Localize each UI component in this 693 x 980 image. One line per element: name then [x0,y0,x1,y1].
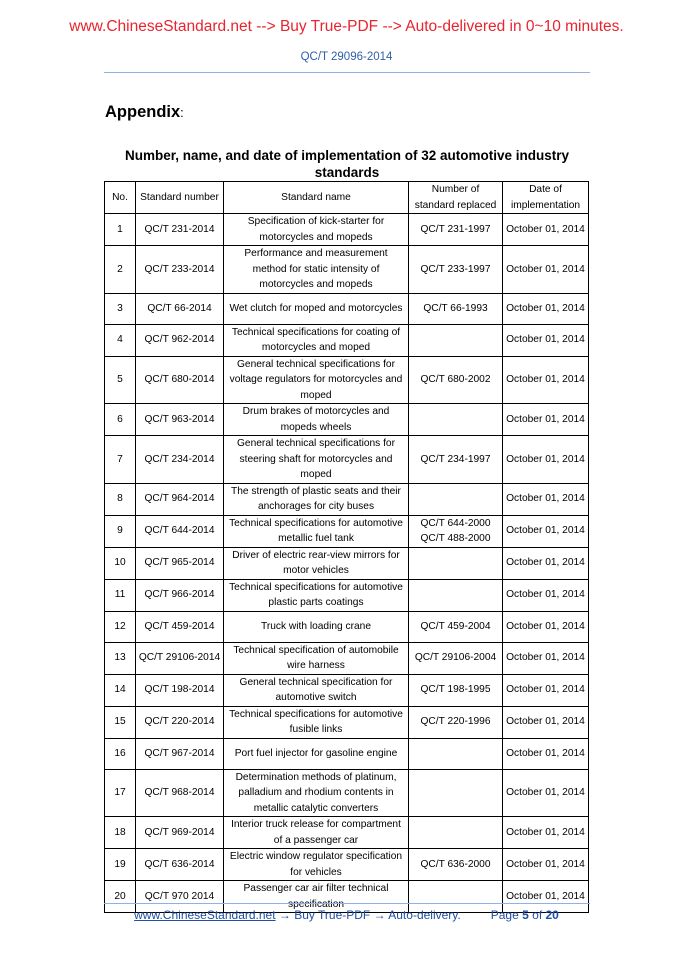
cell-date: October 01, 2014 [503,483,589,515]
cell-date: October 01, 2014 [503,324,589,356]
table-header-row [105,182,589,214]
cell-no: 8 [105,483,136,515]
cell-date: October 01, 2014 [503,611,589,642]
cell-date: October 01, 2014 [503,246,589,294]
cell-number: QC/T 970 2014 [136,881,224,913]
cell-no: 20 [105,881,136,913]
cell-no: 18 [105,817,136,849]
cell-no: 4 [105,324,136,356]
table-row [105,642,589,674]
cell-replaced: QC/T 680-2002 [409,356,503,404]
cell-name: Drum brakes of motorcycles and mopeds wheels [224,404,409,436]
footer-text: → Buy True-PDF → Auto-delivery. [275,908,461,922]
table-row [105,706,589,738]
cell-no: 6 [105,404,136,436]
cell-name: Performance and measurement method for static intensity of motorcycles and mopeds [224,246,409,294]
cell-number: QC/T 680-2014 [136,356,224,404]
table-row [105,579,589,611]
of-label: of [532,908,543,922]
cell-date: October 01, 2014 [503,547,589,579]
cell-date: October 01, 2014 [503,356,589,404]
cell-replaced [409,817,503,849]
cell-date: October 01, 2014 [503,515,589,547]
table-row [105,356,589,404]
cell-name: Truck with loading crane [224,611,409,642]
cell-name: Technical specifications for automotive plastic parts coatings [224,579,409,611]
cell-no: 17 [105,769,136,817]
cell-date: October 01, 2014 [503,817,589,849]
header-divider [104,72,590,73]
cell-no: 7 [105,436,136,484]
cell-replaced: QC/T 233-1997 [409,246,503,294]
cell-date: October 01, 2014 [503,881,589,913]
cell-date: October 01, 2014 [503,642,589,674]
cell-name: Technical specifications for coating of motorcycles and moped [224,324,409,356]
table-row [105,738,589,769]
cell-number: QC/T 644-2014 [136,515,224,547]
cell-no: 5 [105,356,136,404]
cell-no: 14 [105,674,136,706]
cell-replaced: QC/T 231-1997 [409,214,503,246]
cell-replaced [409,547,503,579]
cell-date: October 01, 2014 [503,769,589,817]
cell-no: 13 [105,642,136,674]
appendix-colon: : [180,105,184,120]
cell-date: October 01, 2014 [503,579,589,611]
cell-date: October 01, 2014 [503,849,589,881]
table-row [105,214,589,246]
page-label: Page [490,908,519,922]
cell-number: QC/T 967-2014 [136,738,224,769]
footer-divider [104,903,590,904]
cell-date: October 01, 2014 [503,738,589,769]
footer [0,908,693,922]
cell-replaced [409,769,503,817]
cell-replaced: QC/T 636-2000 [409,849,503,881]
cell-date: October 01, 2014 [503,404,589,436]
cell-replaced: QC/T 198-1995 [409,674,503,706]
cell-no: 3 [105,293,136,324]
table-row [105,246,589,294]
appendix-heading-text: Appendix [105,103,181,121]
cell-date: October 01, 2014 [503,293,589,324]
cell-number: QC/T 233-2014 [136,246,224,294]
standard-code: QC/T 29096-2014 [300,51,393,63]
cell-replaced [409,404,503,436]
header-standard-number: Standard number [136,182,224,214]
cell-number: QC/T 231-2014 [136,214,224,246]
cell-number: QC/T 965-2014 [136,547,224,579]
table-row [105,817,589,849]
table-row [105,611,589,642]
cell-replaced [409,483,503,515]
cell-replaced: QC/T 644-2000 QC/T 488-2000 [409,515,503,547]
cell-number: QC/T 220-2014 [136,706,224,738]
cell-number: QC/T 234-2014 [136,436,224,484]
table-row [105,404,589,436]
cell-no: 9 [105,515,136,547]
cell-number: QC/T 966-2014 [136,579,224,611]
cell-no: 10 [105,547,136,579]
cell-replaced: QC/T 29106-2004 [409,642,503,674]
cell-replaced: QC/T 234-1997 [409,436,503,484]
cell-name: The strength of plastic seats and their anchorages for city buses [224,483,409,515]
cell-number: QC/T 198-2014 [136,674,224,706]
cell-date: October 01, 2014 [503,706,589,738]
cell-name: Wet clutch for moped and motorcycles [224,293,409,324]
header-standard-name: Standard name [224,182,409,214]
cell-name: General technical specifications for steering shaft for motorcycles and moped [224,436,409,484]
cell-number: QC/T 459-2014 [136,611,224,642]
cell-no: 15 [105,706,136,738]
cell-name: Driver of electric rear-view mirrors for motor vehicles [224,547,409,579]
top-banner: www.ChineseStandard.net --> Buy True-PDF --> Auto-delivered in 0~10 minutes. [69,18,624,35]
cell-number: QC/T 962-2014 [136,324,224,356]
cell-date: October 01, 2014 [503,674,589,706]
table-row [105,515,589,547]
cell-name: Technical specifications for automotive fusible links [224,706,409,738]
cell-number: QC/T 66-2014 [136,293,224,324]
table-row [105,483,589,515]
cell-replaced [409,579,503,611]
cell-no: 2 [105,246,136,294]
table-row [105,674,589,706]
table-title: Number, name, and date of implementation of 32 automotive industry standards [124,148,570,180]
page-total: 20 [545,908,559,922]
table-row [105,324,589,356]
cell-name: Passenger car air filter technical specification [224,881,409,913]
table-row [105,849,589,881]
cell-date: October 01, 2014 [503,214,589,246]
cell-name: Determination methods of platinum, palladium and rhodium contents in metallic catalytic converters [224,769,409,817]
cell-no: 16 [105,738,136,769]
cell-name: Technical specifications for automotive metallic fuel tank [224,515,409,547]
cell-no: 11 [105,579,136,611]
cell-name: Technical specification of automobile wire harness [224,642,409,674]
page-number: 5 [522,908,529,922]
cell-no: 19 [105,849,136,881]
cell-name: General technical specifications for voltage regulators for motorcycles and moped [224,356,409,404]
table-row [105,547,589,579]
header-date: Date of implementation [503,182,589,214]
header-no: No. [105,182,136,214]
table-row [105,436,589,484]
cell-number: QC/T 968-2014 [136,769,224,817]
cell-name: Specification of kick-starter for motorcycles and mopeds [224,214,409,246]
cell-name: General technical specification for automotive switch [224,674,409,706]
cell-number: QC/T 636-2014 [136,849,224,881]
cell-replaced: QC/T 66-1993 [409,293,503,324]
cell-replaced: QC/T 459-2004 [409,611,503,642]
header-replaced: Number of standard replaced [409,182,503,214]
cell-name: Electric window regulator specification for vehicles [224,849,409,881]
cell-name: Interior truck release for compartment of a passenger car [224,817,409,849]
cell-number: QC/T 963-2014 [136,404,224,436]
cell-replaced: QC/T 220-1996 [409,706,503,738]
table-row [105,769,589,817]
cell-replaced [409,738,503,769]
cell-number: QC/T 969-2014 [136,817,224,849]
cell-number: QC/T 29106-2014 [136,642,224,674]
appendix-heading [105,103,184,122]
cell-no: 1 [105,214,136,246]
footer-link[interactable]: www.ChineseStandard.net [134,908,276,922]
cell-no: 12 [105,611,136,642]
cell-number: QC/T 964-2014 [136,483,224,515]
cell-date: October 01, 2014 [503,436,589,484]
table-row [105,293,589,324]
standards-table [104,181,589,913]
cell-replaced [409,324,503,356]
cell-name: Port fuel injector for gasoline engine [224,738,409,769]
